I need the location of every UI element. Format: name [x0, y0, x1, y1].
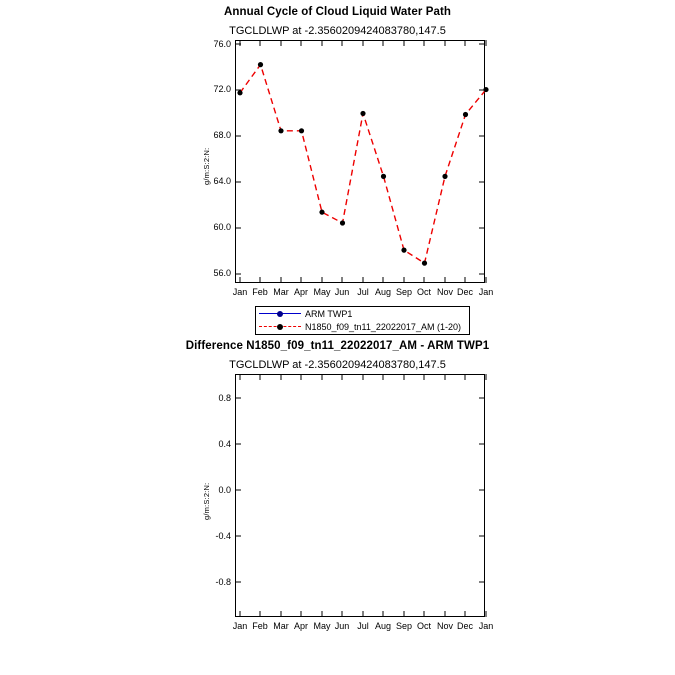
- bottom-xtick-label: Aug: [374, 621, 391, 631]
- bottom-xtick-label: Jan: [232, 621, 248, 631]
- top-xtick-label: Aug: [374, 287, 391, 297]
- top-y-ticks: [235, 44, 485, 274]
- top-x-ticks: [240, 40, 486, 283]
- legend-label-arm-twp1: ARM TWP1: [305, 308, 353, 319]
- bottom-y-axis-label: g/m:S:2:N:: [202, 482, 211, 520]
- bottom-ytick-label: -0.4: [215, 531, 231, 541]
- legend-swatch-solid-blue: [259, 308, 301, 320]
- bottom-xtick-label: Mar: [273, 621, 289, 631]
- top-ytick-label: 76.0: [213, 39, 231, 49]
- legend-item-model: [256, 320, 469, 333]
- bottom-xtick-label: Nov: [436, 621, 453, 631]
- bottom-xtick-label: Oct: [416, 621, 431, 631]
- bottom-xtick-label: May: [313, 621, 331, 631]
- legend-item-arm-twp1: [256, 307, 469, 320]
- legend-label-model: N1850_f09_tn11_22022017_AM (1-20): [305, 321, 461, 332]
- bottom-xtick-label: Sep: [395, 621, 412, 631]
- top-xtick-label: Apr: [293, 287, 308, 297]
- top-y-axis-label: g/m:S:2:N:: [202, 147, 211, 185]
- top-xtick-label: Mar: [273, 287, 289, 297]
- top-ytick-label: 72.0: [213, 84, 231, 94]
- bottom-xtick-label: Jan: [478, 621, 494, 631]
- top-xtick-label: Oct: [416, 287, 431, 297]
- top-ytick-label: 68.0: [213, 130, 231, 140]
- bottom-ytick-label: 0.0: [218, 485, 231, 495]
- bottom-xtick-label: Apr: [293, 621, 308, 631]
- bottom-chart-subtitle: TGCLDLWP at -2.3560209424083780,147.5: [229, 359, 446, 371]
- top-xtick-label: Jan: [478, 287, 494, 297]
- bottom-ytick-label: -0.8: [215, 577, 231, 587]
- bottom-xtick-label: Dec: [456, 621, 473, 631]
- top-xtick-label: Feb: [252, 287, 268, 297]
- bottom-xtick-label: Jul: [357, 621, 369, 631]
- bottom-ytick-label: 0.8: [218, 393, 231, 403]
- top-xtick-label: Jul: [357, 287, 369, 297]
- bottom-chart-title: Difference N1850_f09_tn11_22022017_AM - ARM TWP1: [185, 340, 490, 352]
- top-xtick-label: Nov: [436, 287, 453, 297]
- top-ytick-label: 60.0: [213, 222, 231, 232]
- bottom-ytick-label: 0.4: [218, 439, 231, 449]
- top-series-line: [237, 62, 488, 266]
- bottom-chart-panel: [0, 335, 675, 675]
- top-chart-title: Annual Cycle of Cloud Liquid Water Path: [223, 6, 452, 18]
- legend-swatch-dashed-red: [259, 321, 301, 333]
- top-xtick-label: Jun: [334, 287, 350, 297]
- top-xtick-label: Sep: [395, 287, 412, 297]
- top-xtick-label: Jan: [232, 287, 248, 297]
- top-ytick-label: 64.0: [213, 176, 231, 186]
- bottom-xtick-label: Feb: [252, 621, 268, 631]
- bottom-x-ticks: [240, 374, 486, 617]
- bottom-xtick-label: Jun: [334, 621, 350, 631]
- top-xtick-label: May: [313, 287, 331, 297]
- top-ytick-label: 56.0: [213, 268, 231, 278]
- top-chart-legend: [255, 306, 470, 335]
- bottom-y-ticks: [235, 398, 485, 582]
- bottom-chart-graphics: [0, 335, 675, 675]
- top-chart-subtitle: TGCLDLWP at -2.3560209424083780,147.5: [229, 25, 446, 37]
- top-xtick-label: Dec: [456, 287, 473, 297]
